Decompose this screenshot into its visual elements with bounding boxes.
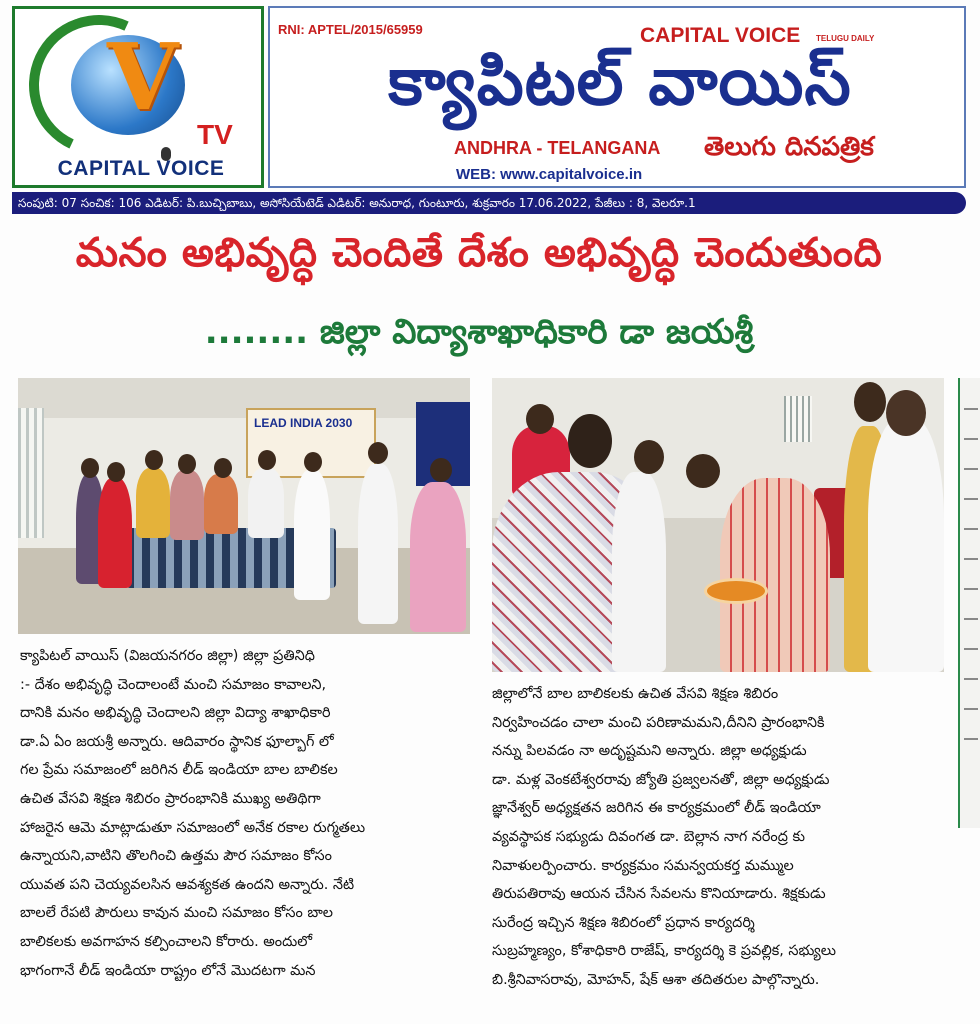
- article-line: ఉన్నాయని,వాటిని తొలగించి ఉత్తమ పౌర సమాజం కోసం: [20, 848, 332, 865]
- edition-info-strip: సంపుటి: 07 సంచిక: 106 ఎడిటర్: పి.బుచ్చిబాబు, అసోసియేటెడ్ ఎడిటర్: అనురాధ, గుంటూరు, శుక్రవారం 17.06.2022, పేజీలు : 8, వెలరూ.1: [12, 192, 966, 214]
- article-line: జ్ఞానేశ్వర్ అధ్యక్షతన జరిగిన ఈ కార్యక్రమంలో లీడ్ ఇండియా: [492, 800, 821, 817]
- article-line: భాగంగానే లీడ్ ఇండియా రాష్ట్రం లోనే మొదటగా మన: [20, 962, 316, 979]
- article-line: నిర్వహించడం చాలా మంచి పరిణామమని,దీనిని ప్రారంభానికి: [492, 714, 825, 731]
- article-line: క్యాపిటల్ వాయిస్ (విజయనగరం జిల్లా) జిల్లా ప్రతినిధి: [20, 648, 315, 664]
- region-label: ANDHRA - TELANGANA: [454, 138, 661, 158]
- article-line: డా.ఏ ఏం జయశ్రీ అన్నారు. ఆదివారం స్థానిక ఫూల్బాగ్ లో: [20, 733, 334, 750]
- article-line: వ్యవస్థాపక సభ్యుడు దివంగత డా. బెల్లాన నాగ నరేంద్ర కు: [492, 828, 805, 845]
- article-line: :- దేశం అభివృద్ధి చెందాలంటే మంచి సమాజం కావాలని,: [20, 676, 327, 693]
- article-line: బి.శ్రీనివాసరావు, మోహన్, షేక్ ఆశా తదితరుల పాల్గొన్నారు.: [492, 971, 820, 988]
- daily-telugu-label: తెలుగు దినపత్రిక: [704, 132, 874, 162]
- article-line: నన్ను పిలవడం నా అదృష్టమని అన్నారు. జిల్లా అధ్యక్షుడు: [492, 743, 807, 760]
- article-line: బాలికలకు అవగాహన కల్పించాలని కోరారు. అందులో: [20, 933, 313, 950]
- photo-event-stage: [18, 378, 470, 634]
- article-line: సురేంద్ర ఇచ్చిన శిక్షణ శిబిరంలో ప్రధాన కార్యదర్శి: [492, 914, 755, 931]
- brand-english: CAPITAL VOICE: [640, 24, 801, 47]
- brand-telugu: క్యాపిటల్ వాయిస్: [388, 43, 852, 120]
- event-banner-text: LEAD INDIA 2030: [254, 416, 353, 430]
- article-line: జిల్లాలోనే బాల బాలికలకు ఉచిత వేసవి శిక్షణ శిబిరం: [492, 686, 779, 702]
- subheadline: ........ జిల్లా విద్యాశాఖాధికారి డా జయశ్రీ: [204, 312, 754, 352]
- logo: [12, 6, 264, 188]
- article-line: గల ప్రేమ సమాజంలో జరిగిన లీడ్ ఇండియా బాల బాలికల: [20, 762, 338, 779]
- article-line: హాజరైన ఆమె మాట్లాడుతూ సమాజంలో అనేక రకాల రుగ్మతలు: [20, 819, 366, 836]
- article-line: బాలలే రేపటి పౌరులు కావున మంచి సమాజం కోసం బాల: [20, 905, 334, 922]
- title-block: [268, 6, 966, 188]
- logo-tv-text: TV: [197, 119, 233, 150]
- brand-subtitle: TELUGU DAILY: [816, 34, 875, 43]
- flower-plate: [704, 578, 768, 604]
- website-label: WEB: www.capitalvoice.in: [456, 166, 643, 183]
- photo-lamp-lighting: [492, 378, 944, 672]
- headline: మనం అభివృద్ధి చెందితే దేశం అభివృద్ధి చెందుతుంది: [75, 230, 883, 276]
- adjacent-page-edge: [958, 378, 980, 828]
- article-column-right: [492, 680, 944, 995]
- article-line: తిరుపతిరావు ఆయన చేసిన సేవలను కొనియాడారు. శిక్షకుడు: [492, 886, 826, 903]
- article-line: సుబ్రహ్మణ్యం, కోశాధికారి రాజేష్, కార్యదర్శి కె ప్రవల్లిక, సభ్యులు: [492, 943, 836, 960]
- article-line: దానికి మనం అభివృద్ధి చెందాలని జిల్లా విద్యా శాఖాధికారి: [20, 705, 331, 722]
- article-column-left: [20, 642, 474, 985]
- article-line: డా. మళ్ల వెంకటేశ్వరరావు జ్యోతి ప్రజ్వలనతో, జిల్లా అధ్యక్షుడు: [492, 771, 830, 788]
- rni-number: RNI: APTEL/2015/65959: [278, 22, 423, 37]
- article-line: ఉచిత వేసవి శిక్షణ శిబిరం ప్రారంభానికి ముఖ్య అతిథిగా: [20, 790, 321, 807]
- article-line: యువత పని చెయ్యవలసిన ఆవశ్యకత ఉందని అన్నారు. నేటి: [20, 876, 355, 893]
- logo-v-icon: V: [107, 23, 179, 131]
- masthead: [12, 6, 966, 190]
- article-line: నివాళులర్పించారు. కార్యక్రమం సమన్వయకర్త మమ్ముల: [492, 857, 794, 874]
- logo-name: CAPITAL VOICE: [57, 157, 225, 180]
